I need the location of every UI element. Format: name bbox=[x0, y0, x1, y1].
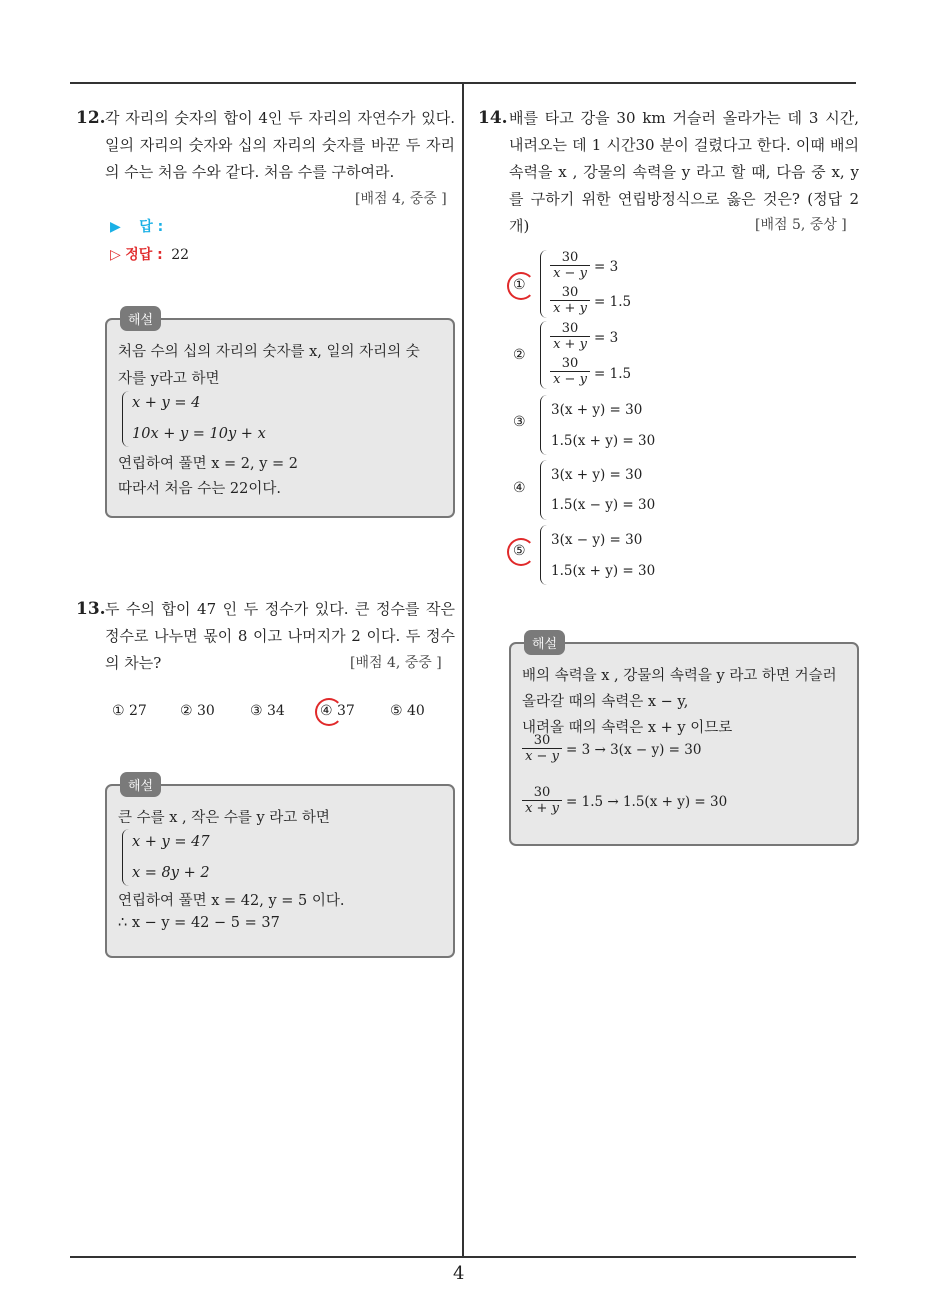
q12-solution-line1: 처음 수의 십의 자리의 숫자를 x, 일의 자리의 숫 bbox=[118, 344, 420, 360]
q14-o4-eq1: 3(x + y) = 30 bbox=[551, 467, 643, 483]
q13-option-5[interactable]: ⑤ 40 bbox=[390, 703, 425, 719]
q14-o1-num1: 30 bbox=[550, 250, 590, 266]
q14-sol-eq1-rest: = 3 → 3(x − y) = 30 bbox=[566, 742, 702, 758]
q13-equation1: x + y = 47 bbox=[132, 834, 210, 850]
q14-score: [배점 5, 중상 ] bbox=[755, 217, 847, 233]
q14-o2-rhs1: = 3 bbox=[594, 330, 619, 346]
q12-solution-line2: 자를 y라고 하면 bbox=[118, 371, 220, 387]
q14-o1-num2: 30 bbox=[550, 285, 590, 301]
q14-option-5-selected-icon bbox=[507, 538, 535, 566]
q14-o1-frac1 bbox=[550, 250, 590, 281]
q14-sol-num2: 30 bbox=[522, 785, 562, 801]
q12-solution-line3: 연립하여 풀면 x = 2, y = 2 bbox=[118, 456, 299, 472]
q12-equation1: x + y = 4 bbox=[132, 395, 201, 411]
q12-number: 12. bbox=[76, 108, 106, 128]
q14-o2-num2: 30 bbox=[550, 356, 590, 372]
q14-sol-den1: x − y bbox=[525, 749, 559, 764]
play-arrow-icon: ▶ bbox=[110, 219, 121, 235]
outline-arrow-icon: ▷ bbox=[110, 247, 121, 263]
q13-solution-tab: 해설 bbox=[120, 772, 161, 797]
q14-solution-line2: 올라갈 때의 속력은 x − y, bbox=[522, 694, 689, 710]
q12-correct-value: 22 bbox=[171, 247, 190, 263]
q12-answer-row bbox=[110, 216, 163, 236]
q14-o1-rhs1: = 3 bbox=[594, 259, 619, 275]
q12-solution-line4: 따라서 처음 수는 22이다. bbox=[118, 481, 281, 497]
q14-option-5-mark[interactable]: ⑤ bbox=[513, 543, 526, 559]
q14-solution-line3: 내려올 때의 속력은 x + y 이므로 bbox=[522, 720, 733, 736]
q14-option-2-mark[interactable]: ② bbox=[513, 347, 526, 363]
q14-o2-frac2 bbox=[550, 356, 590, 387]
q14-o1-den1: x − y bbox=[553, 266, 587, 281]
page-number: 4 bbox=[453, 1263, 465, 1284]
q13-number: 13. bbox=[76, 599, 106, 619]
q13-option-1[interactable]: ① 27 bbox=[112, 703, 147, 719]
q12-system-brace bbox=[122, 391, 129, 447]
q14-option-1-mark[interactable]: ① bbox=[513, 277, 526, 293]
q14-o2-den2: x − y bbox=[553, 372, 587, 387]
q14-sol-num1: 30 bbox=[522, 733, 562, 749]
q14-option-3-brace bbox=[540, 395, 547, 455]
q13-solution-line2: 연립하여 풀면 x = 42, y = 5 이다. bbox=[118, 893, 345, 909]
q14-sol-frac1 bbox=[522, 733, 562, 764]
q14-option-1-brace bbox=[540, 250, 547, 318]
q13-system-brace bbox=[122, 829, 129, 886]
q14-sol-eq2-rest: = 1.5 → 1.5(x + y) = 30 bbox=[566, 794, 728, 810]
q14-solution-tab: 해설 bbox=[524, 630, 565, 655]
q12-answer-label: 답 : bbox=[139, 219, 164, 235]
q12-question-text: 각 자리의 숫자의 합이 4인 두 자리의 자연수가 있다. 일의 자리의 숫자와 십의 자리의 숫자를 바꾼 두 자리의 수는 처음 수와 같다. 처음 수를 구하여라. bbox=[105, 109, 455, 181]
q13-question-text: 두 수의 합이 47 인 두 정수가 있다. 큰 정수를 작은 정수로 나누면 몫이 8 이고 나머지가 2 이다. 두 정수의 차는? bbox=[105, 600, 455, 672]
q14-number: 14. bbox=[478, 108, 508, 128]
q14-solution-line1: 배의 속력을 x , 강물의 속력을 y 라고 하면 거슬러 bbox=[522, 668, 837, 684]
q14-option-3-mark[interactable]: ③ bbox=[513, 414, 526, 430]
q14-option-1-selected-icon bbox=[507, 272, 535, 300]
q14-question-text: 배를 타고 강을 30 km 거슬러 올라가는 데 3 시간, 내려오는 데 1 시간30 분이 걸렸다고 한다. 이때 배의 속력을 x , 강물의 속력을 y 라고 할 때, 다음 중 x, y 를 구하기 위한 연립방정식으로 옳은 것은? (정답 2 개) bbox=[509, 109, 859, 235]
q13-solution-line3: ∴ x − y = 42 − 5 = 37 bbox=[118, 915, 280, 931]
q14-o4-eq2: 1.5(x − y) = 30 bbox=[551, 497, 656, 513]
q14-option-5-brace bbox=[540, 525, 547, 585]
q14-o5-eq1: 3(x − y) = 30 bbox=[551, 532, 643, 548]
q14-o1-rhs2: = 1.5 bbox=[594, 294, 632, 310]
q14-sol-den2: x + y bbox=[525, 801, 559, 816]
q14-option-4-brace bbox=[540, 460, 547, 520]
q13-equation2: x = 8y + 2 bbox=[132, 865, 210, 881]
q14-o5-eq2: 1.5(x + y) = 30 bbox=[551, 563, 656, 579]
q14-o2-rhs2: = 1.5 bbox=[594, 366, 632, 382]
q12-solution-tab: 해설 bbox=[120, 306, 161, 331]
q14-o2-den1: x + y bbox=[553, 337, 587, 352]
q14-o3-eq2: 1.5(x + y) = 30 bbox=[551, 433, 656, 449]
q14-o2-num1: 30 bbox=[550, 321, 590, 337]
q14-option-4-mark[interactable]: ④ bbox=[513, 480, 526, 496]
q14-o1-frac2 bbox=[550, 285, 590, 316]
q13-solution-line1: 큰 수를 x , 작은 수를 y 라고 하면 bbox=[118, 810, 330, 826]
q13-score: [배점 4, 중중 ] bbox=[350, 655, 442, 671]
q12-correct-label: 정답 : bbox=[125, 247, 163, 263]
q13-selected-mark-icon bbox=[315, 698, 343, 726]
bottom-rule bbox=[70, 1256, 856, 1258]
column-divider bbox=[462, 83, 464, 1257]
q14-o2-frac1 bbox=[550, 321, 590, 352]
q12-equation2: 10x + y = 10y + x bbox=[132, 426, 266, 442]
q13-option-3[interactable]: ③ 34 bbox=[250, 703, 285, 719]
q13-option-2[interactable]: ② 30 bbox=[180, 703, 215, 719]
q14-sol-frac2 bbox=[522, 785, 562, 816]
q13-option-4[interactable]: ④ 37 bbox=[320, 703, 355, 719]
q14-option-2-brace bbox=[540, 321, 547, 389]
q14-o3-eq1: 3(x + y) = 30 bbox=[551, 402, 643, 418]
q14-o1-den2: x + y bbox=[553, 301, 587, 316]
q12-correct-row bbox=[110, 244, 189, 264]
q12-score: [배점 4, 중중 ] bbox=[355, 191, 447, 207]
